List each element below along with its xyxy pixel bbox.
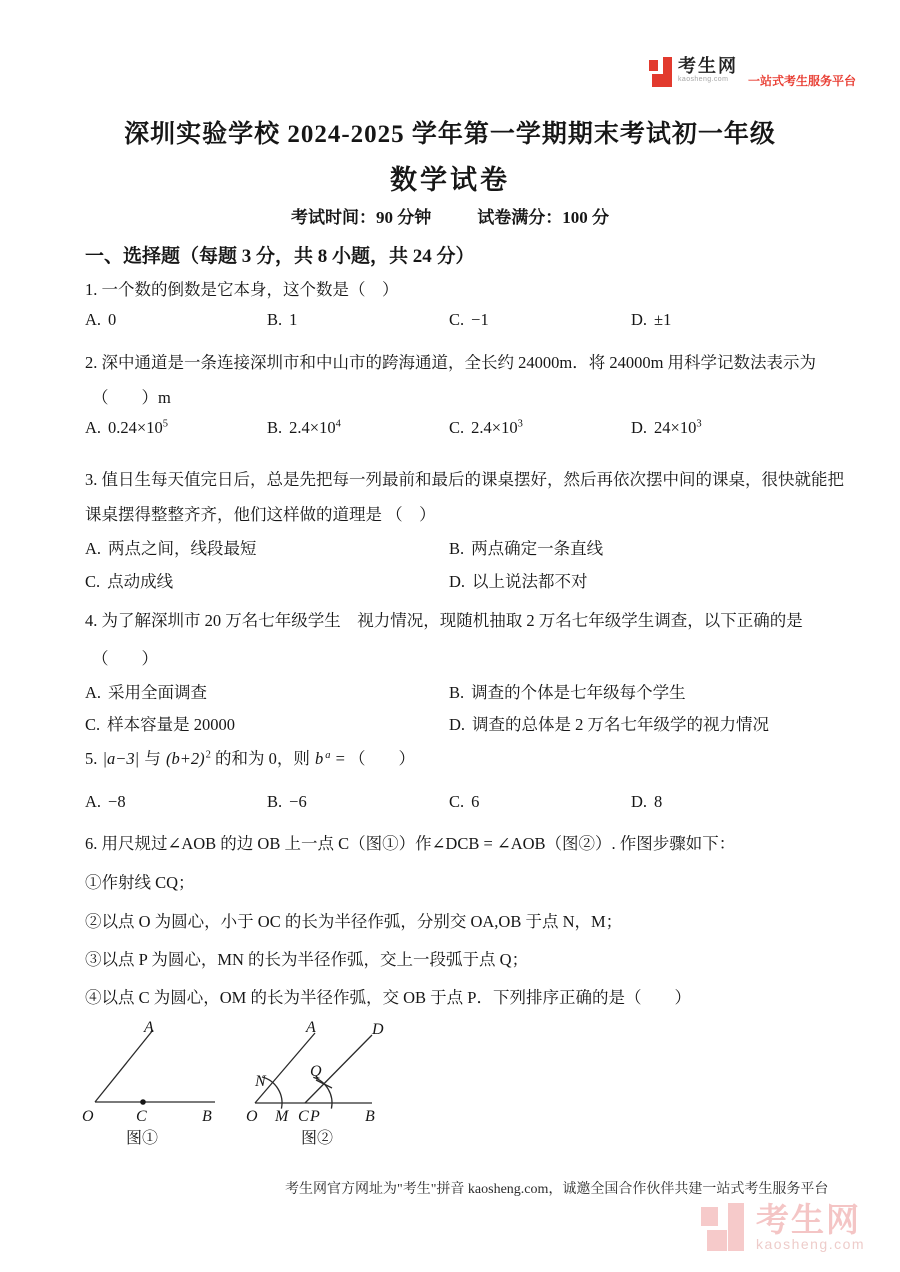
- option-b: B. 两点确定一条直线: [449, 539, 604, 558]
- fig2-label-P: P: [310, 1108, 320, 1125]
- option-d: D. 以上说法都不对: [449, 572, 588, 591]
- fig2-label-C: C: [298, 1108, 309, 1125]
- kaosheng-logo: [649, 57, 856, 89]
- exam-total-score: 试卷满分：100 分: [477, 208, 609, 227]
- exam-meta: [0, 203, 900, 228]
- option-d: D. 8: [631, 792, 663, 811]
- footer-note: 考生网官方网址为"考生"拼音 kaosheng.com，诚邀全国合作伙伴共建一站式考生服务平台: [285, 1182, 829, 1197]
- logo-tagline: 一站式考生服务平台: [748, 74, 857, 88]
- fig1-label-A: A: [144, 1019, 154, 1036]
- fig2-label-N: N: [255, 1073, 266, 1090]
- option-c: C. 点动成线: [85, 572, 174, 591]
- fig2-label-B: B: [365, 1108, 375, 1125]
- question-6-step-4: ④以点 C 为圆心，OM 的长为半径作弧，交 OB 于点 P．下列排序正确的是（ ）: [85, 988, 691, 1007]
- fig2-caption: 图②: [300, 1130, 334, 1147]
- logo-domain-text: kaosheng.com: [678, 76, 729, 83]
- question-4-text-line1: 4. 为了解深圳市 20 万名七年级学生 视力情况，现随机抽取 2 万名七年级学生调查，以下正确的是: [85, 611, 803, 630]
- option-a: A. $0.24\times 10^5$: [85, 418, 168, 437]
- fig2-label-M: M: [275, 1108, 289, 1125]
- kaosheng-logo-icon: [649, 57, 673, 88]
- section-heading: 一、选择题（每题 3 分，共 8 小题，共 24 分）: [85, 246, 475, 267]
- option-b: B. −6: [267, 792, 307, 811]
- watermark-domain-text: kaosheng.com: [756, 1236, 866, 1252]
- option-b: B. $2.4\times 10^4$: [267, 418, 341, 437]
- exam-subtitle: 数学试卷: [390, 165, 510, 195]
- kaosheng-watermark: [701, 1203, 865, 1253]
- question-1-text: 1. 一个数的倒数是它本身，这个数是（ ）: [85, 280, 399, 299]
- option-c: C. 样本容量是 20000: [85, 715, 236, 734]
- question-6-step-3: ③以点 P 为圆心，MN 的长为半径作弧，交上一段弧于点 Q；: [85, 950, 529, 969]
- option-d: D. 调查的总体是 2 万名七年级学的视力情况: [449, 715, 770, 734]
- question-6-text: 6. 用尺规过∠AOB 的边 OB 上一点 C（图①）作∠DCB = ∠AOB（图②）. 作图步骤如下：: [85, 834, 736, 853]
- fig2-label-D: D: [372, 1021, 384, 1038]
- question-2-text-line1: 2. 深中通道是一条连接深圳市和中山市的跨海通道，全长约 24000m．将 24000m 用科学记数法表示为: [85, 353, 817, 372]
- option-d: D. ±1: [631, 310, 672, 329]
- watermark-brand-text: 考生网: [756, 1201, 861, 1238]
- option-a: A. 采用全面调查: [85, 683, 208, 702]
- option-a: A. 两点之间，线段最短: [85, 539, 257, 558]
- fig1-caption: 图①: [125, 1130, 159, 1147]
- option-c: C. −1: [449, 310, 489, 329]
- option-b: B. 1: [267, 310, 298, 329]
- figure-2: [242, 1016, 397, 1153]
- fig1-label-B: B: [202, 1108, 212, 1125]
- option-d: D. $24\times 10^3$: [631, 418, 702, 437]
- fig2-label-Q: Q: [310, 1063, 322, 1080]
- question-6-step-2: ②以点 O 为圆心，小于 OC 的长为半径作弧，分别交 OA,OB 于点 N，M；: [85, 912, 623, 931]
- option-c: C. 6: [449, 792, 480, 811]
- exam-duration: 考试时间：90 分钟: [291, 208, 432, 227]
- question-4-text-line2: （ ）: [92, 649, 158, 668]
- figure-1: [76, 1016, 236, 1153]
- fig1-label-O: O: [82, 1108, 94, 1125]
- question-6-step-1: ①作射线 CQ；: [85, 873, 195, 892]
- logo-brand-text: 考生网: [678, 56, 738, 76]
- question-2-text-line2: （ ）m: [92, 388, 171, 407]
- option-c: C. $2.4\times 10^3$: [449, 418, 523, 437]
- option-b: B. 调查的个体是七年级每个学生: [449, 683, 686, 702]
- fig2-label-A: A: [306, 1019, 316, 1036]
- fig1-label-C: C: [136, 1108, 147, 1125]
- option-a: A. 0: [85, 310, 117, 329]
- exam-title: 深圳实验学校 2024-2025 学年第一学期期末考试初一年级: [124, 121, 776, 148]
- kaosheng-watermark-icon: [701, 1203, 746, 1253]
- question-3-text-line2: 课桌摆得整整齐齐，他们这样做的道理是 （ ）: [85, 505, 436, 524]
- question-3-text-line1: 3. 值日生每天值完日后，总是先把每一列最前和最后的课桌摆好，然后再依次摆中间的课桌，很快就能把: [85, 470, 844, 489]
- fig2-label-O: O: [246, 1108, 258, 1125]
- question-5-text: 5. |a−3| 与 $(b+2)^2$ 的和为 0，则 b $^a$ = （ ）: [85, 749, 416, 768]
- option-a: A. −8: [85, 792, 126, 811]
